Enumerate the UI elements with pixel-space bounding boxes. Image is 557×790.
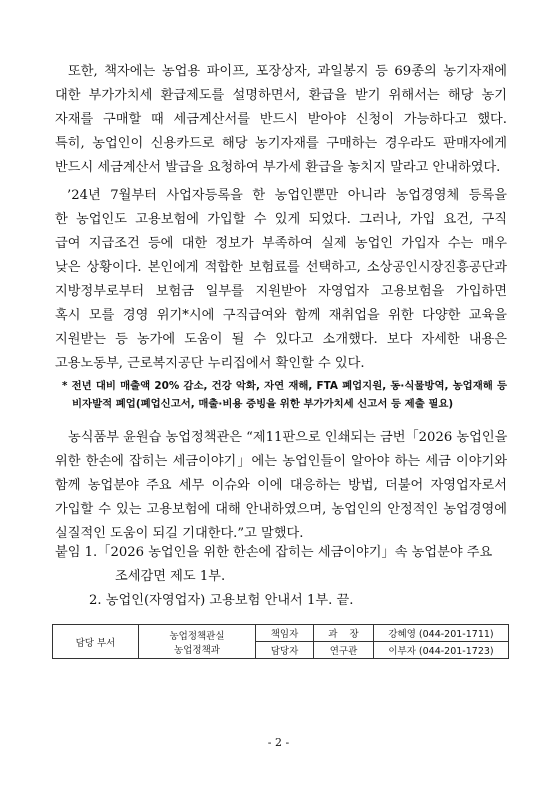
paragraph-employment-insurance [55,184,507,376]
title-cell: 과 장 [314,625,374,642]
paragraph-quote [55,426,507,546]
dept-name-cell [139,625,256,659]
text-line: 농식품부 윤원습 농업정책관은 “제11판으로 인쇄되는 금번「2026 농업인을 [68,430,508,445]
attachment-line: 붙임 1.「2026 농업인을 위한 한손에 잡히는 세금이야기」속 농업분야 주요 [55,545,493,560]
text-line: 대한 부가가치세 환급제도를 설명하면서, 환급을 받기 위해서는 해당 농기 [55,88,507,103]
contact-table [52,624,509,659]
text-line: 특히, 농업인이 신용카드로 해당 농기자재를 구매하는 경우라도 판매자에게 [55,136,507,151]
text-line: 반드시 세금계산서 발급을 요청하여 부가세 환급을 놓치지 말라고 안내하였다. [55,160,501,175]
footnote-line: 비자발적 폐업(폐업신고서, 매출·비용 증빙을 위한 부가가치세 신고서 등 제출 필요) [72,398,454,410]
page-number: - 2 - [267,736,290,749]
text-line: 한 농업인도 고용보험에 가입할 수 있게 되었다. 그러나, 가입 요건, 구직 [55,212,507,227]
text-line: 함께 농업분야 주요 세무 이슈와 이에 대응하는 방법, 더불어 자영업자로서 [55,478,507,493]
dept-label-cell: 담당 부서 [53,625,139,659]
footnote-line: * 전년 대비 매출액 20% 감소, 건강 악화, 자연 재해, FTA 폐업지원, 동·식물방역, 농업재해 등 [62,380,507,392]
text-line: 지방정부로부터 보험금 일부를 지원받아 자영업자 고용보험을 가입하면 [55,284,507,299]
title-cell: 연구관 [314,642,374,659]
attachment-line: 2. 농업인(자영업자) 고용보험 안내서 1부. 끝. [89,593,354,608]
dept-line: 농업정책관실 [169,630,225,642]
dept-line: 농업정책과 [174,644,220,656]
text-line: 또한, 책자에는 농업용 파이프, 포장상자, 과일봉지 등 69종의 농기자재에 [68,64,507,79]
text-line: 낮은 상황이다. 본인에게 적합한 보험료를 선택하고, 소상공인시장진흥공단과 [55,260,507,275]
role-cell: 담당자 [256,642,314,659]
text-line: 지원받는 등 농가에 도움이 될 수 있다고 소개했다. 보다 자세한 내용은 [55,332,507,347]
person-cell: 이부자 (044-201-1723) [374,642,509,659]
text-line: 위한 한손에 잡히는 세금이야기」에는 농업인들이 알아야 하는 세금 이야기와 [55,454,507,469]
person-cell: 강혜영 (044-201-1711) [374,625,509,642]
text-line: 가입할 수 있는 고용보험에 대해 안내하였으며, 농업인의 안정적인 농업경영에 [55,502,507,517]
text-line: 고용노동부, 근로복지공단 누리집에서 확인할 수 있다. [55,356,365,371]
attachments [55,541,492,613]
text-line: 혹시 모를 경영 위기*시에 구직급여와 함께 재취업을 위한 다양한 교육을 [55,308,507,323]
role-cell: 책임자 [256,625,314,642]
text-line: 자재를 구매할 때 세금계산서를 반드시 받아야 신청이 가능하다고 했다. [55,112,507,127]
text-line: 실질적인 도움이 되길 기대한다.”고 말했다. [55,526,304,541]
paragraph-tax-refund [55,60,507,180]
attachment-line: 조세감면 제도 1부. [115,569,226,584]
text-line: 급여 지급조건 등에 대한 정보가 부족하여 실제 농업인 가입자 수는 매우 [55,236,507,251]
text-line: ’24년 7월부터 사업자등록을 한 농업인뿐만 아니라 농업경영체 등록을 [67,188,507,203]
footnote [62,377,507,413]
